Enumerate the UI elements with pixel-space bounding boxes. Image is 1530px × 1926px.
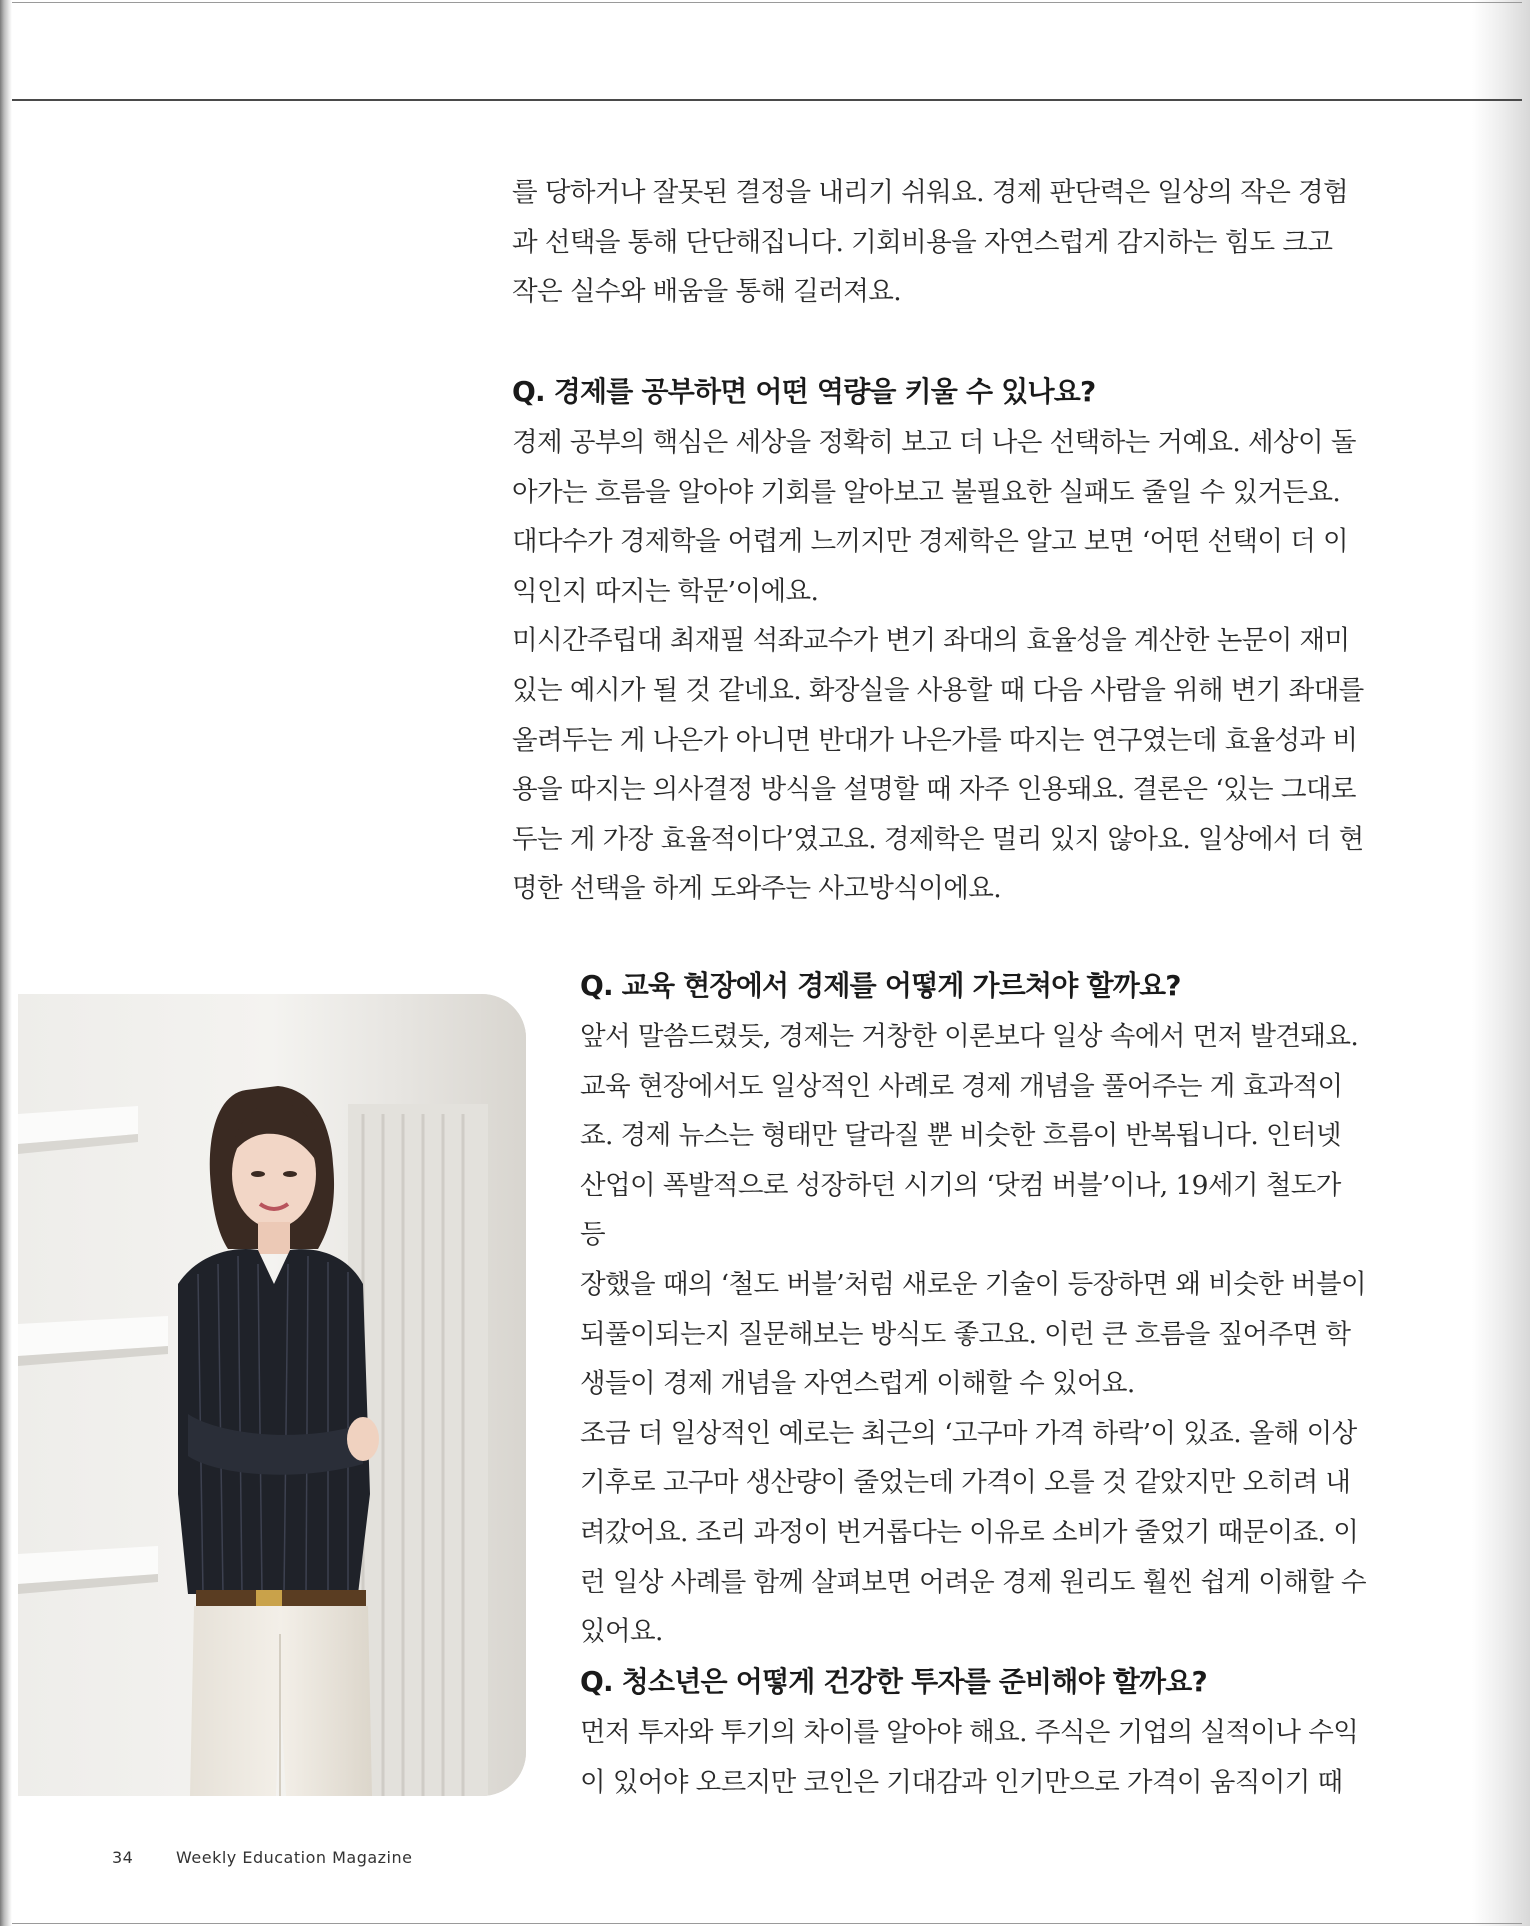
text-line: 두는 게 가장 효율적이다’였고요. 경제학은 멀리 있지 않아요. 일상에서 더 현: [512, 823, 1364, 855]
page-spine-edge: [0, 0, 12, 1926]
text-line: 올려두는 게 나은가 아니면 반대가 나은가를 따지는 연구였는데 효율성과 비: [512, 724, 1358, 756]
text-line: 있어요.: [580, 1616, 663, 1648]
magazine-name: Weekly Education Magazine: [176, 1848, 413, 1867]
qa-section-1: [512, 372, 1372, 914]
text-line: 교육 현장에서도 일상적인 사례로 경제 개념을 풀어주는 게 효과적이: [580, 1070, 1343, 1102]
page-number: 34: [112, 1848, 134, 1867]
text-line: 산업이 폭발적으로 성장하던 시기의 ‘닷컴 버블’이나, 19세기 철도가 등: [580, 1169, 1341, 1251]
portrait-illustration: [18, 994, 526, 1796]
text-line: 아가는 흐름을 알아야 기회를 알아보고 불필요한 실패도 줄일 수 있거든요.: [512, 476, 1341, 508]
text-line: 이 있어야 오르지만 코인은 기대감과 인기만으로 가격이 움직이기 때: [580, 1766, 1343, 1798]
text-line: 생들이 경제 개념을 자연스럽게 이해할 수 있어요.: [580, 1368, 1135, 1400]
text-line: 런 일상 사례를 함께 살펴보면 어려운 경제 원리도 훨씬 쉽게 이해할 수: [580, 1566, 1367, 1598]
text-line: 있는 예시가 될 것 같네요. 화장실을 사용할 때 다음 사람을 위해 변기 좌대를: [512, 674, 1364, 706]
text-line: 기후로 고구마 생산량이 줄었는데 가격이 오를 것 같았지만 오히려 내: [580, 1467, 1351, 1499]
text-line: 먼저 투자와 투기의 차이를 알아야 해요. 주식은 기업의 실적이나 수익: [580, 1717, 1359, 1748]
text-line: 죠. 경제 뉴스는 형태만 달라질 뿐 비슷한 흐름이 반복됩니다. 인터넷: [580, 1120, 1342, 1152]
text-line: 과 선택을 통해 단단해집니다. 기회비용을 자연스럽게 감지하는 힘도 크고: [512, 226, 1333, 258]
text-line: 미시간주립대 최재필 석좌교수가 변기 좌대의 효율성을 계산한 논문이 재미: [512, 625, 1350, 657]
text-line: 경제 공부의 핵심은 세상을 정확히 보고 더 나은 선택하는 거예요. 세상이 돌: [512, 427, 1356, 458]
text-line: 익인지 따지는 학문’이에요.: [512, 575, 819, 607]
qa-section-3: [580, 1662, 1372, 1807]
text-line: 를 당하거나 잘못된 결정을 내리기 쉬워요. 경제 판단력은 일상의 작은 경험: [512, 177, 1349, 208]
text-line: 앞서 말씀드렸듯, 경제는 거창한 이론보다 일상 속에서 먼저 발견돼요.: [580, 1021, 1359, 1052]
text-line: 려갔어요. 조리 과정이 번거롭다는 이유로 소비가 줄었기 때문이죠. 이: [580, 1516, 1359, 1548]
qa-section-2: [580, 966, 1372, 1657]
question-heading: Q. 교육 현장에서 경제를 어떻게 가르쳐야 할까요?: [580, 969, 1181, 1002]
page-fold-shadow: [1472, 0, 1530, 1926]
text-line: 명한 선택을 하게 도와주는 사고방식이에요.: [512, 873, 1002, 905]
question-heading: Q. 청소년은 어떻게 건강한 투자를 준비해야 할까요?: [580, 1665, 1207, 1698]
header-rule: [12, 2, 1522, 101]
text-line: 되풀이되는지 질문해보는 방식도 좋고요. 이런 큰 흐름을 짚어주면 학: [580, 1318, 1351, 1350]
bottom-rule: [12, 1923, 1522, 1924]
intro-paragraph: [512, 168, 1372, 317]
text-line: 용을 따지는 의사결정 방식을 설명할 때 자주 인용돼요. 결론은 ‘있는 그대로: [512, 774, 1356, 806]
text-line: 장했을 때의 ‘철도 버블’처럼 새로운 기술이 등장하면 왜 비슷한 버블이: [580, 1268, 1367, 1300]
question-heading: Q. 경제를 공부하면 어떤 역량을 키울 수 있나요?: [512, 375, 1096, 408]
text-line: 대다수가 경제학을 어렵게 느끼지만 경제학은 알고 보면 ‘어떤 선택이 더 이: [512, 526, 1349, 558]
text-line: 작은 실수와 배움을 통해 길러져요.: [512, 276, 902, 308]
text-line: 조금 더 일상적인 예로는 최근의 ‘고구마 가격 하락’이 있죠. 올해 이상: [580, 1417, 1357, 1449]
interviewee-photo: [18, 994, 526, 1796]
